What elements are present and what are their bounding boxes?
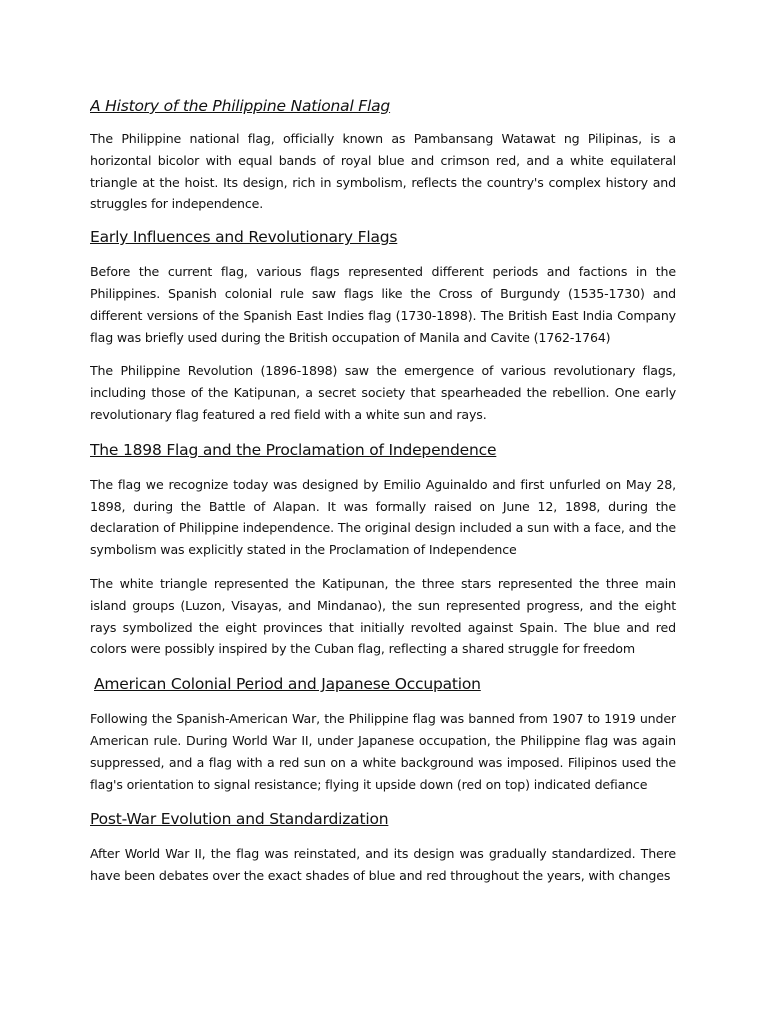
section-heading-early-influences: Early Influences and Revolutionary Flags <box>90 228 398 247</box>
flag-1898-paragraph-2: The white triangle represented the Katipunan, the three stars represented the three main island groups (Luzon, Visayas, and Mindanao), the sun represented progress, and the eight rays symbolized the eight provinces that initially revolted against Spain. The blue and red colors were possibly inspired by the Cuban flag, reflecting a shared struggle for freedom <box>90 575 676 657</box>
section-heading-1898-flag: The 1898 Flag and the Proclamation of Independence <box>90 440 497 459</box>
document-page <box>90 96 676 1016</box>
early-influences-paragraph-1: Before the current flag, various flags represented different periods and factions in the Philippines. Spanish colonial rule saw flags like the Cross of Burgundy (1535-1730) and different versions of the Spanish East Indies flag (1730-1898). The British East India Company flag was briefly used during the British occupation of Manila and Cavite (1762-1764) <box>90 264 676 345</box>
intro-paragraph: The Philippine national flag, officially known as Pambansang Watawat ng Pilipinas, is a horizontal bicolor with equal bands of royal blue and crimson red, and a white equilateral triangle at the hoist. Its design, rich in symbolism, reflects the country's complex history and struggles for independence. <box>90 131 676 212</box>
post-war-paragraph-1: After World War II, the flag was reinstated, and its design was gradually standardized. There have been debates over the exact shades of blue and red throughout the years, with changes <box>90 846 676 884</box>
american-japanese-paragraph-1: Following the Spanish-American War, the Philippine flag was banned from 1907 to 1919 under American rule. During World War II, under Japanese occupation, the Philippine flag was again suppressed, and a flag with a red sun on a white background was imposed. Filipinos used the flag's orientation to signal resistance; flying it upside down (red on top) indicated defiance <box>90 711 676 792</box>
section-heading-american-japanese: American Colonial Period and Japanese Occupation <box>94 675 481 694</box>
flag-1898-paragraph-1: The flag we recognize today was designed by Emilio Aguinaldo and first unfurled on May 28, 1898, during the Battle of Alapan. It was formally raised on June 12, 1898, during the declaration of Philippine independence. The original design included a sun with a face, and the symbolism was explicitly stated in the Proclamation of Independence <box>90 476 676 558</box>
section-heading-post-war: Post-War Evolution and Standardization <box>90 810 389 829</box>
early-influences-paragraph-2: The Philippine Revolution (1896-1898) saw the emergence of various revolutionary flags, including those of the Katipunan, a secret society that spearheaded the rebellion. One early revolutionary flag featured a red field with a white sun and rays. <box>90 363 676 422</box>
document-title: A History of the Philippine National Flag <box>90 97 391 115</box>
